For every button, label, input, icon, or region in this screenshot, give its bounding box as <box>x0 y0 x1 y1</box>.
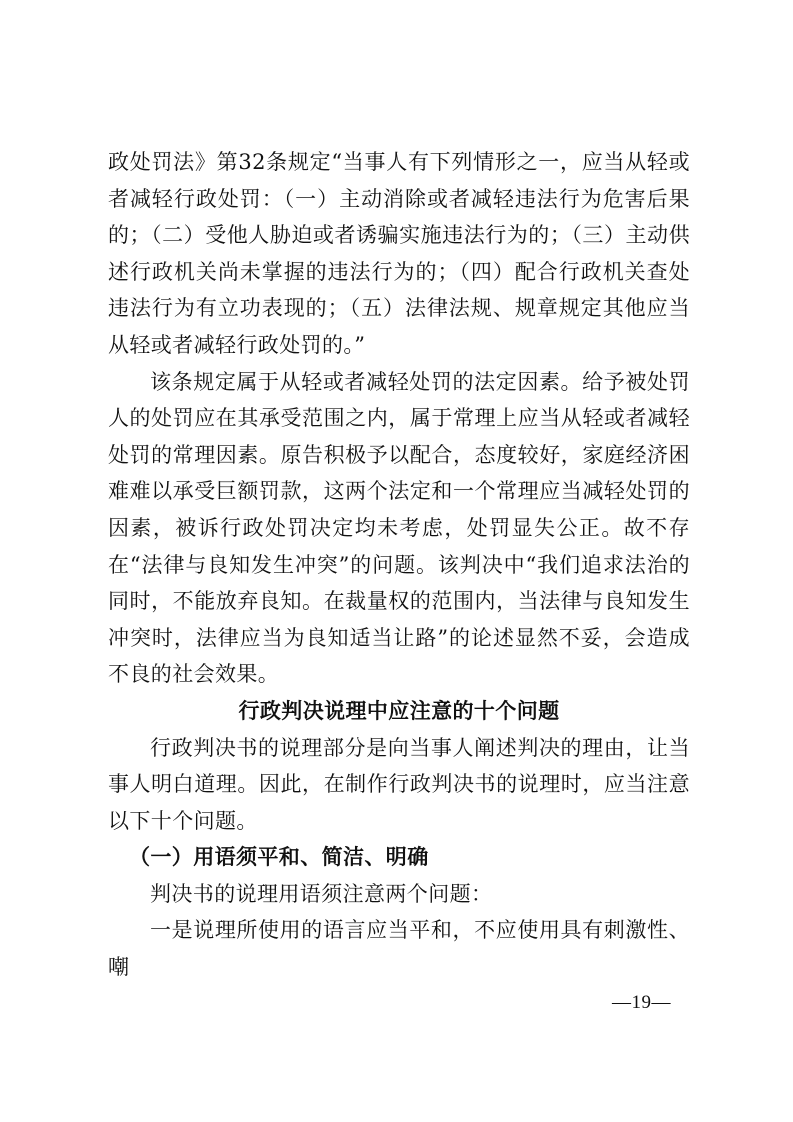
paragraph-wording: 判决书的说理用语须注意两个问题： <box>150 881 493 906</box>
page-number: —19— <box>612 992 671 1013</box>
document-body <box>108 144 690 986</box>
paragraph-continuation: 政处罚法》第32条规定“当事人有下列情形之一，应当从轻或者减轻行政处罚：（一）主动消除或者减轻违法行为危害后果的；（二）受他人胁迫或者诱骗实施违法行为的；（三）主动供述行政机关尚未掌握的违法行为的；（四）配合行政机关查处违法行为有立功表现的；（五）法律法规、规章规定其他应当从轻或者减轻行政处罚的。” <box>108 150 690 357</box>
section-title: 行政判决说理中应注意的十个问题 <box>238 698 560 723</box>
paragraph-point-one: 一是说理所使用的语言应当平和，不应使用具有刺激性、嘲 <box>108 918 690 980</box>
paragraph-statutory-factors: 该条规定属于从轻或者减轻处罚的法定因素。给予被处罚人的处罚应在其承受范围之内，属于常理上应当从轻或者减轻处罚的常理因素。原告积极予以配合，态度较好，家庭经济困难难以承受巨额罚款，这两个法定和一个常理应当减轻处罚的因素，被诉行政处罚决定均未考虑，处罚显失公正。故不存在“法律与良知发生冲突”的问题。该判决中“我们追求法治的同时，不能放弃良知。在裁量权的范围内，当法律与良知发生冲突时，法律应当为良知适当让路”的论述显然不妥，会造成不良的社会效果。 <box>108 369 690 687</box>
subsection-title: （一）用语须平和、简洁、明确 <box>129 845 429 870</box>
paragraph-intro: 行政判决书的说理部分是向当事人阐述判决的理由，让当事人明白道理。因此，在制作行政判决书的说理时，应当注意以下十个问题。 <box>108 735 690 833</box>
